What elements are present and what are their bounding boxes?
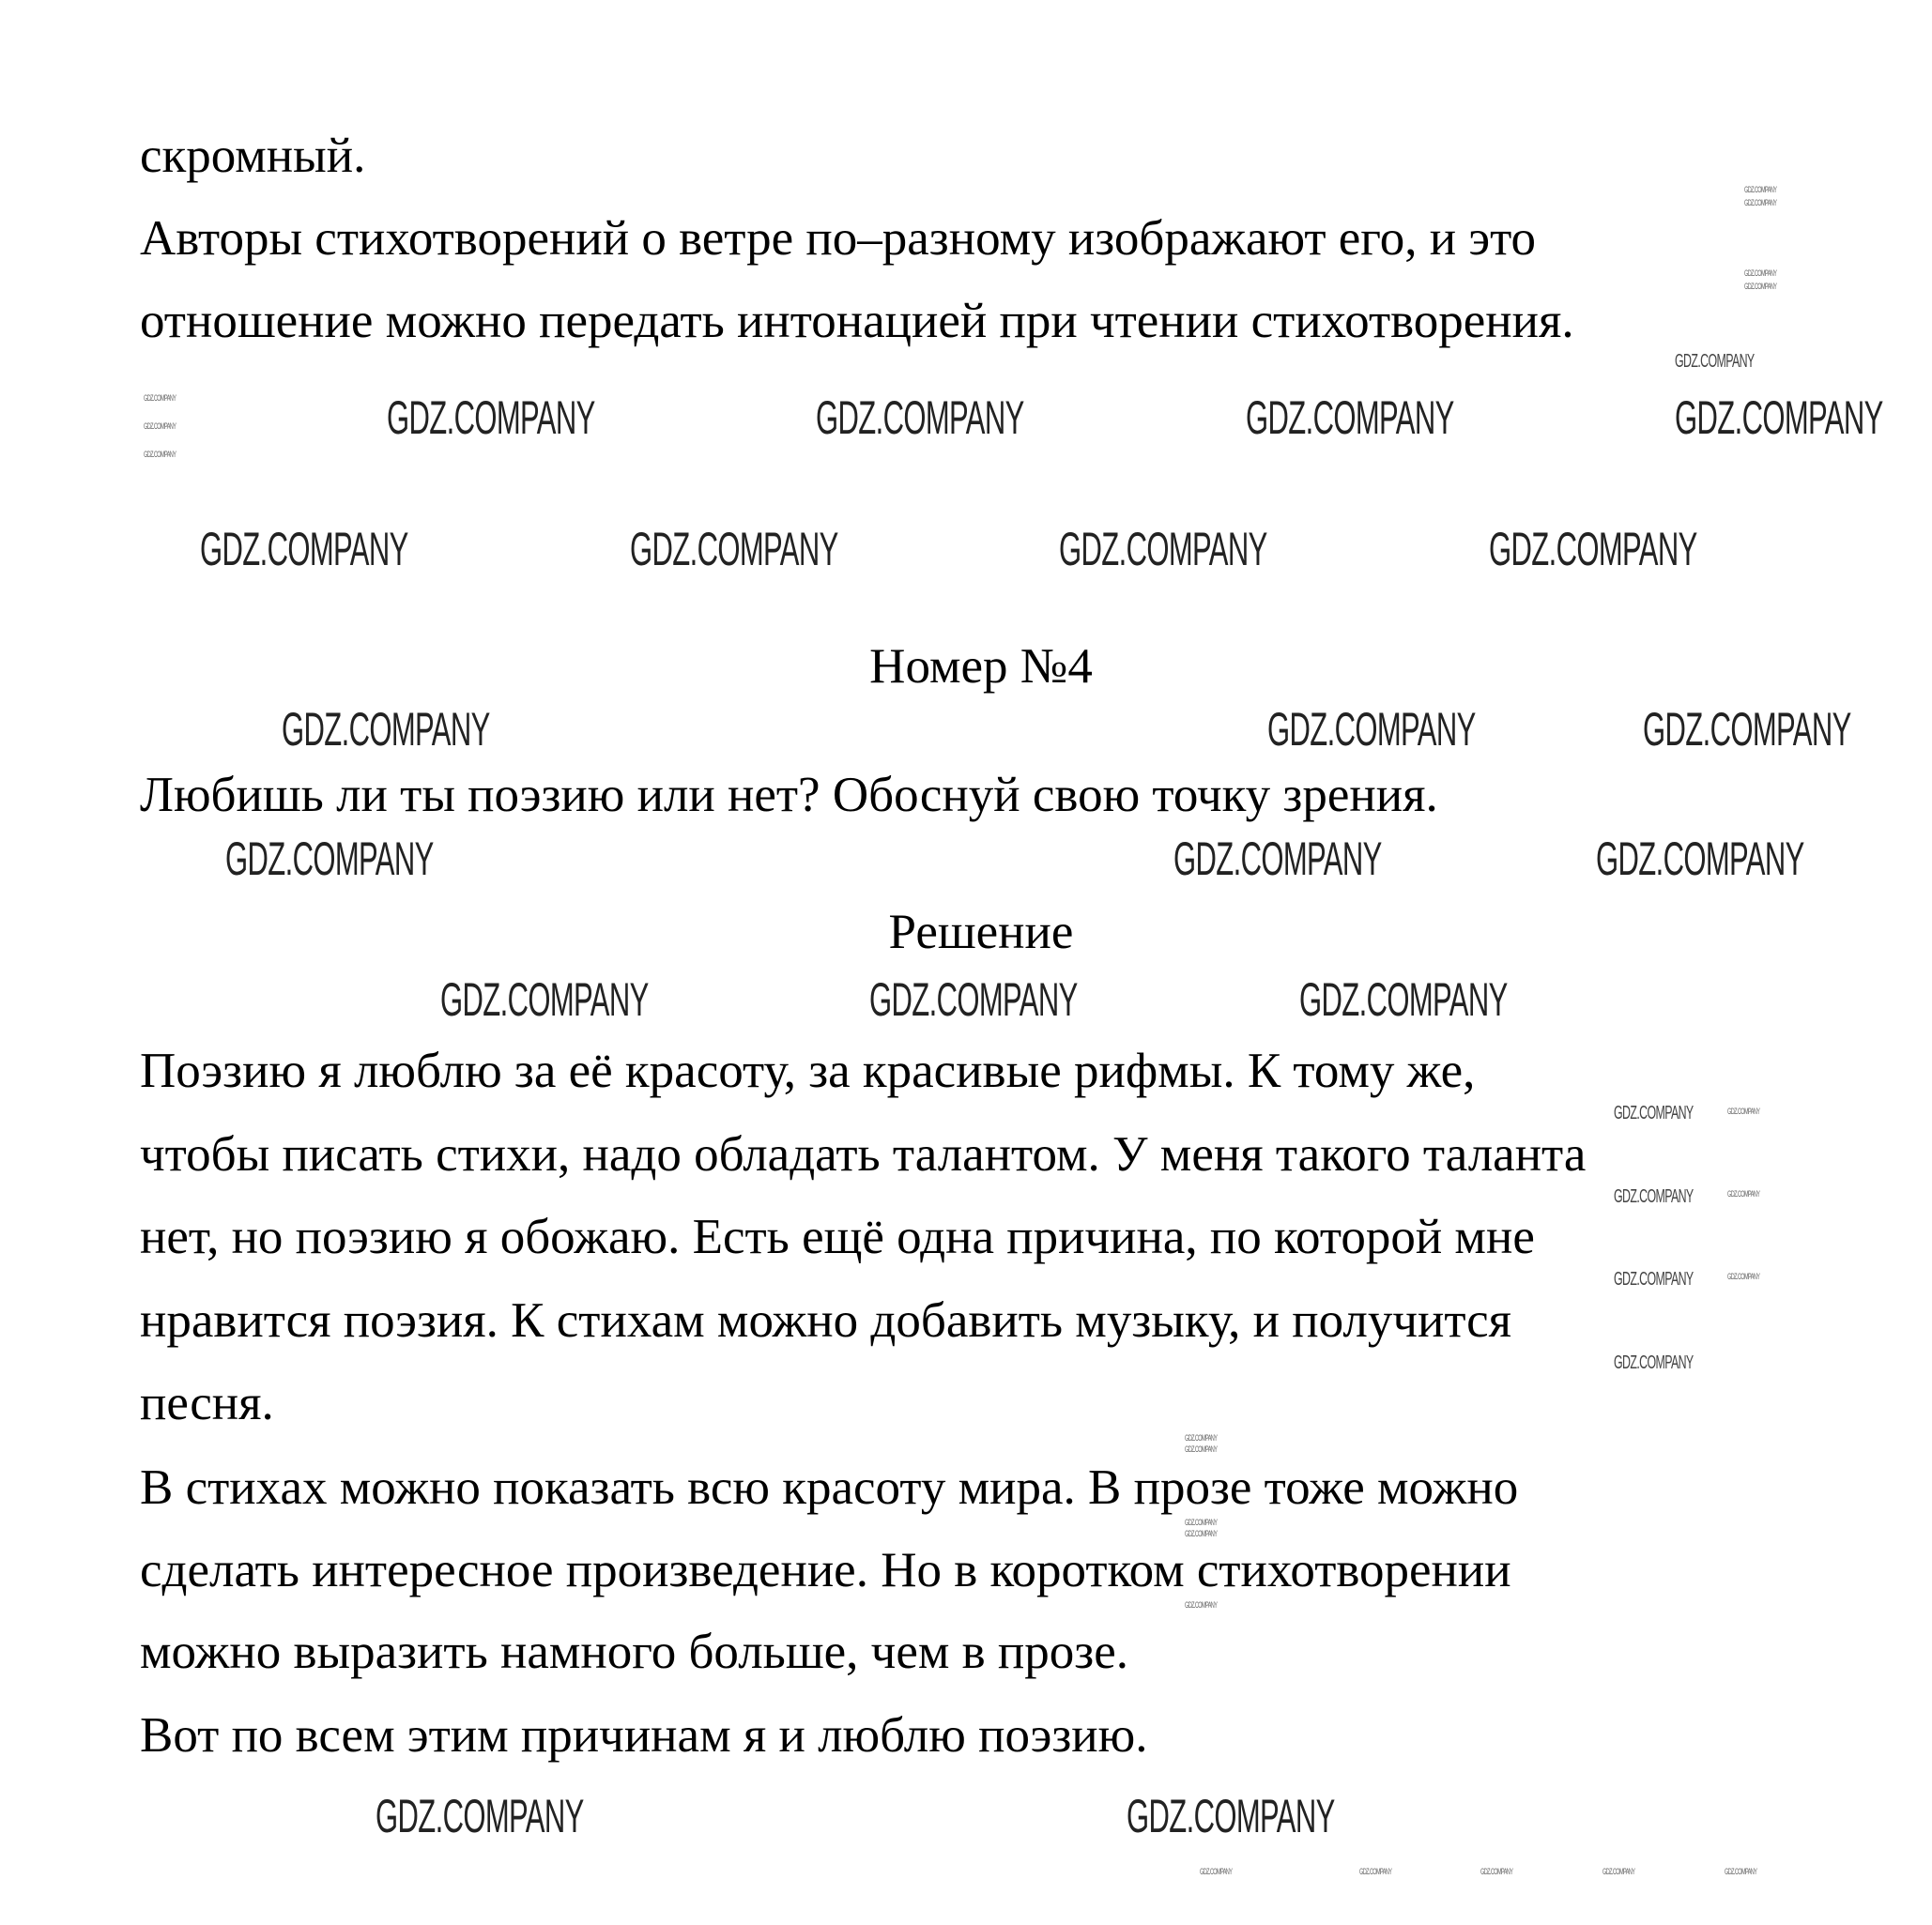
watermark: GDZ.COMPANY — [1675, 351, 1755, 372]
watermark: GDZ.COMPANY — [144, 393, 176, 403]
watermark: GDZ.COMPANY — [1489, 523, 1697, 575]
intro-line: скромный. — [140, 129, 366, 183]
watermark: GDZ.COMPANY — [1267, 703, 1476, 756]
watermark: GDZ.COMPANY — [1744, 185, 1777, 194]
solution-line: можно выразить намного больше, чем в прозе. — [140, 1625, 1128, 1679]
watermark: GDZ.COMPANY — [1173, 833, 1382, 885]
watermark: GDZ.COMPANY — [144, 421, 176, 431]
watermark: GDZ.COMPANY — [1744, 282, 1777, 291]
watermark: GDZ.COMPANY — [1200, 1867, 1233, 1876]
watermark: GDZ.COMPANY — [387, 391, 595, 444]
watermark: GDZ.COMPANY — [282, 703, 490, 756]
task-heading: Номер №4 — [869, 639, 1093, 694]
watermark: GDZ.COMPANY — [1675, 391, 1883, 444]
watermark: GDZ.COMPANY — [144, 450, 176, 459]
solution-line: нравится поэзия. К стихам можно добавить музыку, и получится — [140, 1293, 1512, 1348]
watermark: GDZ.COMPANY — [1614, 1352, 1694, 1373]
watermark: GDZ.COMPANY — [1727, 1272, 1760, 1281]
watermark: GDZ.COMPANY — [1246, 391, 1454, 444]
watermark: GDZ.COMPANY — [1185, 1433, 1218, 1443]
watermark: GDZ.COMPANY — [1185, 1529, 1218, 1538]
watermark: GDZ.COMPANY — [440, 973, 649, 1026]
watermark: GDZ.COMPANY — [1614, 1103, 1694, 1123]
solution-line: сделать интересное произведение. Но в коротком стихотворении — [140, 1543, 1511, 1597]
watermark: GDZ.COMPANY — [225, 833, 434, 885]
watermark: GDZ.COMPANY — [1480, 1867, 1513, 1876]
watermark: GDZ.COMPANY — [1185, 1600, 1218, 1610]
solution-line: чтобы писать стихи, надо обладать талантом. У меня такого таланта — [140, 1127, 1587, 1182]
solution-heading: Решение — [888, 905, 1074, 959]
watermark: GDZ.COMPANY — [1596, 833, 1804, 885]
watermark: GDZ.COMPANY — [1059, 523, 1267, 575]
solution-line: Вот по всем этим причинам я и люблю поэзию. — [140, 1708, 1148, 1763]
intro-line: Авторы стихотворений о ветре по‒разному изображают его, и это — [140, 211, 1537, 266]
watermark: GDZ.COMPANY — [1744, 198, 1777, 207]
watermark: GDZ.COMPANY — [1359, 1867, 1392, 1876]
watermark: GDZ.COMPANY — [1602, 1867, 1635, 1876]
watermark: GDZ.COMPANY — [1614, 1186, 1694, 1207]
watermark: GDZ.COMPANY — [1744, 268, 1777, 278]
watermark: GDZ.COMPANY — [1725, 1867, 1757, 1876]
watermark: GDZ.COMPANY — [1127, 1790, 1335, 1842]
watermark: GDZ.COMPANY — [1614, 1269, 1694, 1290]
watermark: GDZ.COMPANY — [200, 523, 408, 575]
watermark: GDZ.COMPANY — [376, 1790, 584, 1842]
watermark: GDZ.COMPANY — [1727, 1107, 1760, 1116]
watermark: GDZ.COMPANY — [816, 391, 1024, 444]
task-question: Любишь ли ты поэзию или нет? Обоснуй свою точку зрения. — [140, 768, 1438, 822]
intro-line: отношение можно передать интонацией при чтении стихотворения. — [140, 294, 1574, 348]
solution-line: В стихах можно показать всю красоту мира. В прозе тоже можно — [140, 1460, 1519, 1515]
solution-line: песня. — [140, 1376, 274, 1430]
watermark: GDZ.COMPANY — [630, 523, 838, 575]
solution-line: Поэзию я люблю за её красоту, за красивые рифмы. К тому же, — [140, 1044, 1476, 1098]
solution-line: нет, но поэзию я обожаю. Есть ещё одна причина, по которой мне — [140, 1210, 1535, 1264]
watermark: GDZ.COMPANY — [1727, 1189, 1760, 1199]
watermark: GDZ.COMPANY — [869, 973, 1078, 1026]
watermark: GDZ.COMPANY — [1185, 1518, 1218, 1527]
watermark: GDZ.COMPANY — [1299, 973, 1508, 1026]
watermark: GDZ.COMPANY — [1643, 703, 1851, 756]
watermark: GDZ.COMPANY — [1185, 1444, 1218, 1454]
